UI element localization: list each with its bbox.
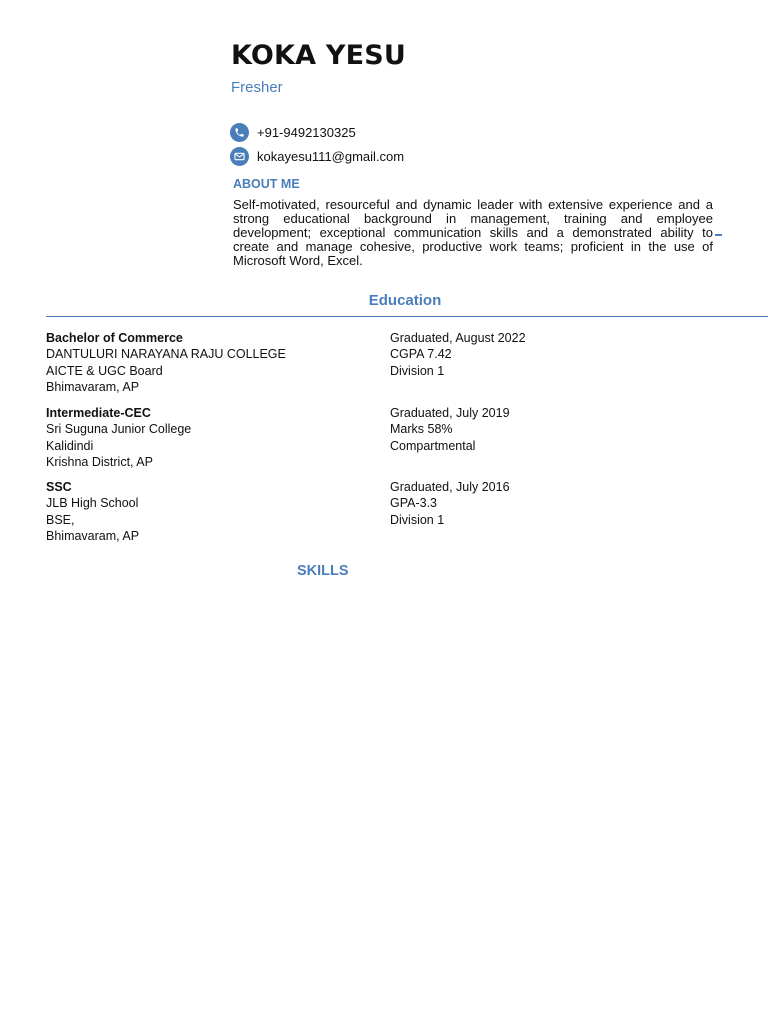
education-results <box>390 479 720 528</box>
candidate-subtitle: Fresher <box>231 79 283 96</box>
education-details <box>46 479 376 544</box>
education-board: Kalidindi <box>46 438 94 453</box>
education-location: Bhimavaram, AP <box>46 379 140 394</box>
education-score: GPA-3.3 <box>390 496 438 511</box>
email-address: kokayesu111@gmail.com <box>257 149 405 164</box>
education-heading: Education <box>368 292 442 309</box>
education-institution: DANTULURI NARAYANA RAJU COLLEGE <box>46 347 286 362</box>
education-degree: SSC <box>46 480 72 494</box>
decorative-dash <box>715 234 722 236</box>
education-details <box>46 330 376 395</box>
education-board: AICTE & UGC Board <box>46 363 163 378</box>
education-degree: Bachelor of Commerce <box>46 331 183 345</box>
about-heading: ABOUT ME <box>233 177 300 191</box>
education-graduated: Graduated, August 2022 <box>390 331 526 345</box>
education-board: BSE, <box>46 512 75 527</box>
candidate-name: KOKA YESU <box>231 40 407 71</box>
education-result: Compartmental <box>390 438 476 453</box>
education-score: CGPA 7.42 <box>390 347 452 362</box>
phone-icon <box>230 123 249 142</box>
phone-number: +91-9492130325 <box>257 125 356 140</box>
education-score: Marks 58% <box>390 422 453 437</box>
contact-email <box>230 147 404 166</box>
education-graduated: Graduated, July 2016 <box>390 480 510 494</box>
contact-phone <box>230 123 356 142</box>
education-location: Krishna District, AP <box>46 454 153 469</box>
education-results <box>390 405 720 454</box>
education-graduated: Graduated, July 2019 <box>390 406 510 420</box>
education-result: Division 1 <box>390 363 445 378</box>
about-text: Self-motivated, resourceful and dynamic leader with extensive experience and a strong educational background in management, training and employee development; exceptional communication skills and a demonstrated ability to create and manage cohesive, productive work teams; proficient in the use of Microsoft Word, Excel. <box>233 197 713 268</box>
education-result: Division 1 <box>390 512 445 527</box>
education-details <box>46 405 376 470</box>
skills-heading: SKILLS <box>297 563 349 579</box>
mail-icon <box>230 147 249 166</box>
education-location: Bhimavaram, AP <box>46 528 140 543</box>
section-divider <box>46 316 768 317</box>
education-degree: Intermediate-CEC <box>46 406 151 420</box>
education-results <box>390 330 720 379</box>
education-institution: Sri Suguna Junior College <box>46 422 192 437</box>
education-institution: JLB High School <box>46 496 139 511</box>
